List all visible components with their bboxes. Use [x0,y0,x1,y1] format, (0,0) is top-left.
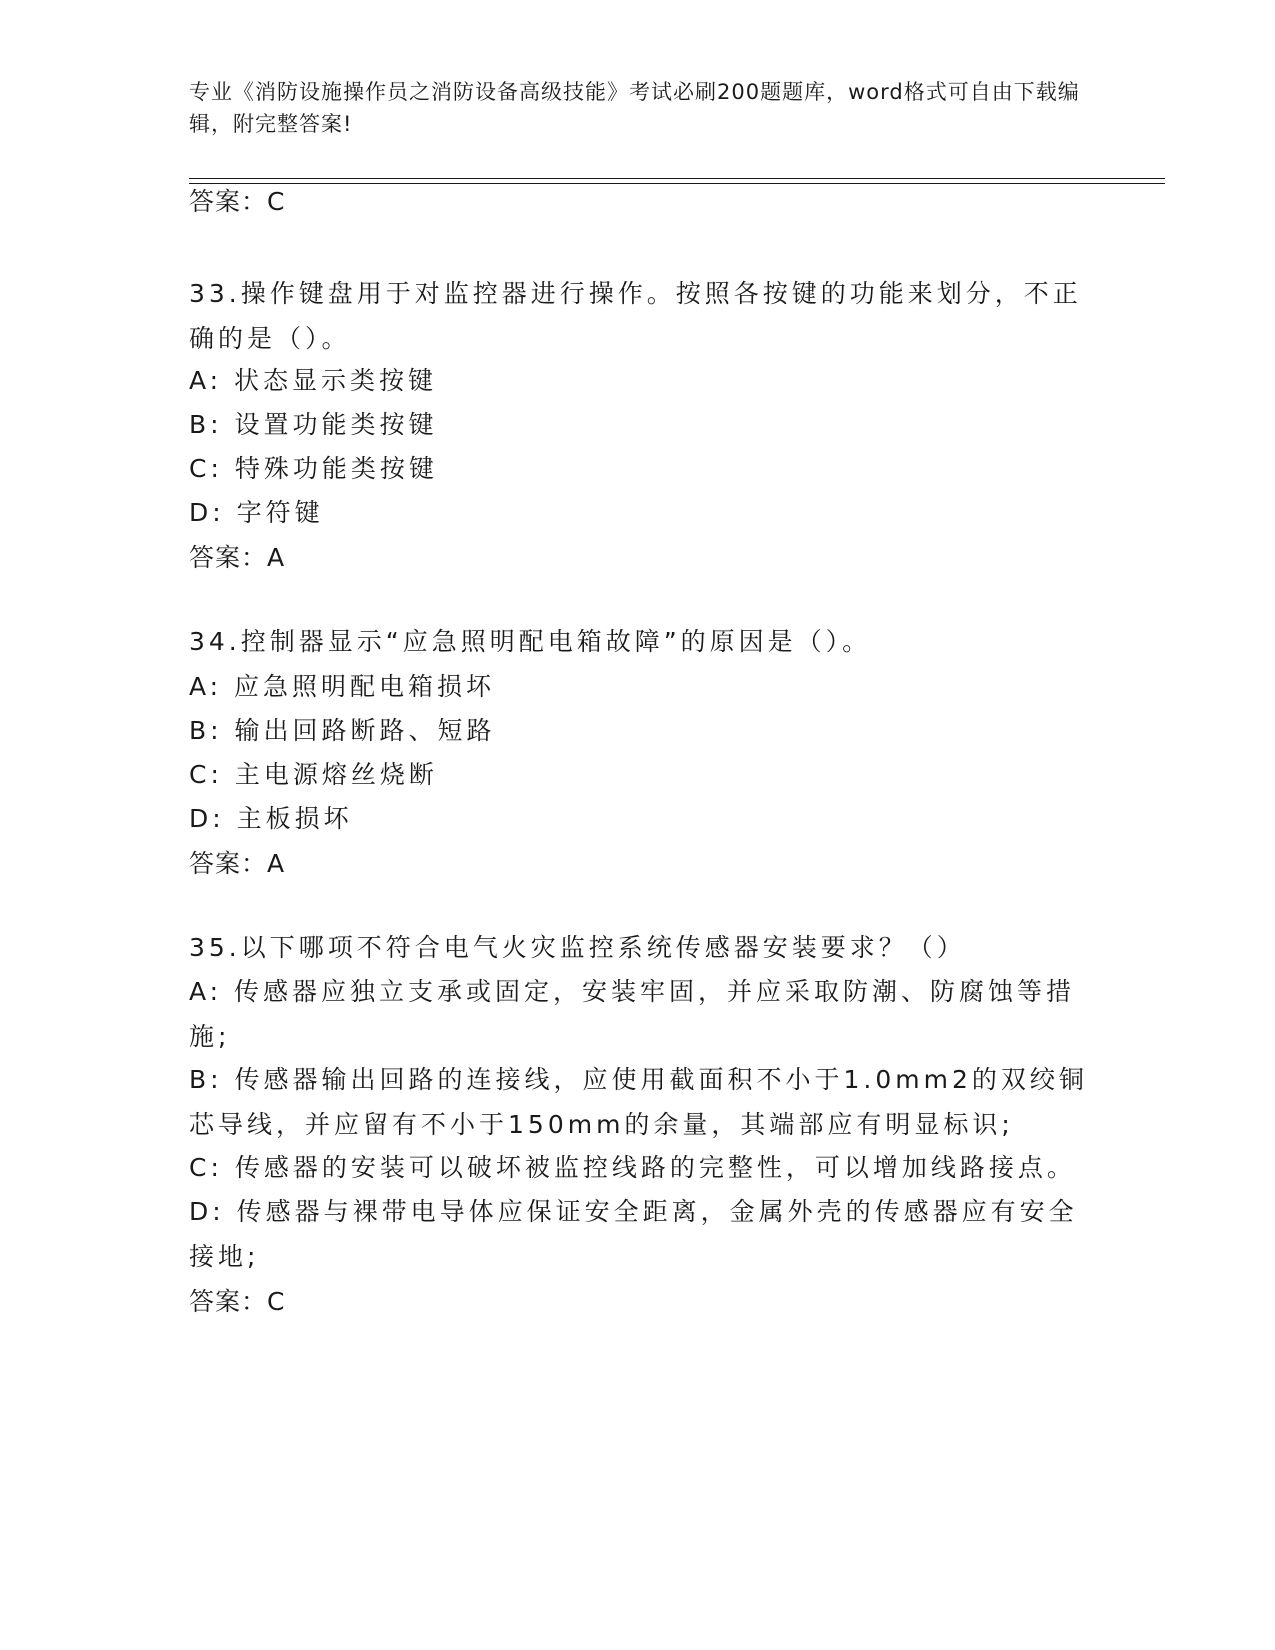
question-34: 34.控制器显示“应急照明配电箱故障”的原因是（）。 [189,627,872,656]
document-header: 专业《消防设施操作员之消防设备高级技能》考试必刷200题题库，word格式可自由下载编辑，附完整答案! [189,80,1080,136]
q35-option-a: A: 传感器应独立支承或固定，安装牢固，并应采取防潮、防腐蚀等措施; [189,977,1076,1051]
q35-option-c: C: 传感器的安装可以破坏被监控线路的完整性，可以增加线路接点。 [189,1153,1076,1182]
answer-label: 答案： [189,1287,268,1316]
answer-value: C [267,187,286,216]
question-33: 33.操作键盘用于对监控器进行操作。按照各按键的功能来划分，不正确的是（）。 [189,279,1082,353]
answer-label: 答案： [189,543,268,572]
q34-option-d: D: 主板损坏 [189,804,353,833]
q33-option-c: C: 特殊功能类按键 [189,454,438,483]
q34-answer [189,847,285,881]
q35-option-b: B: 传感器输出回路的连接线，应使用截面积不小于1.0mm2的双绞铜芯导线，并应留有不小于150mm的余量，其端部应有明显标识; [189,1065,1088,1139]
answer-label: 答案： [189,187,268,216]
header-divider-top [189,178,1165,179]
answer-value: A [267,849,286,878]
answer-previous [189,185,285,219]
question-35: 35.以下哪项不符合电气火灾监控系统传感器安装要求？（） [189,933,966,962]
q34-option-a: A: 应急照明配电箱损坏 [189,672,496,701]
header-divider-bottom [189,183,1165,184]
answer-value: A [267,543,286,572]
q34-option-c: C: 主电源熔丝烧断 [189,760,438,789]
answer-label: 答案： [189,849,268,878]
q34-option-b: B: 输出回路断路、短路 [189,716,496,745]
q35-option-d: D: 传感器与裸带电导体应保证安全距离，金属外壳的传感器应有安全接地; [189,1197,1078,1271]
q35-answer [189,1285,285,1319]
q33-option-d: D: 字符键 [189,498,324,527]
q33-option-a: A: 状态显示类按键 [189,366,438,395]
q33-answer [189,541,285,575]
q33-option-b: B: 设置功能类按键 [189,410,438,439]
answer-value: C [267,1287,286,1316]
